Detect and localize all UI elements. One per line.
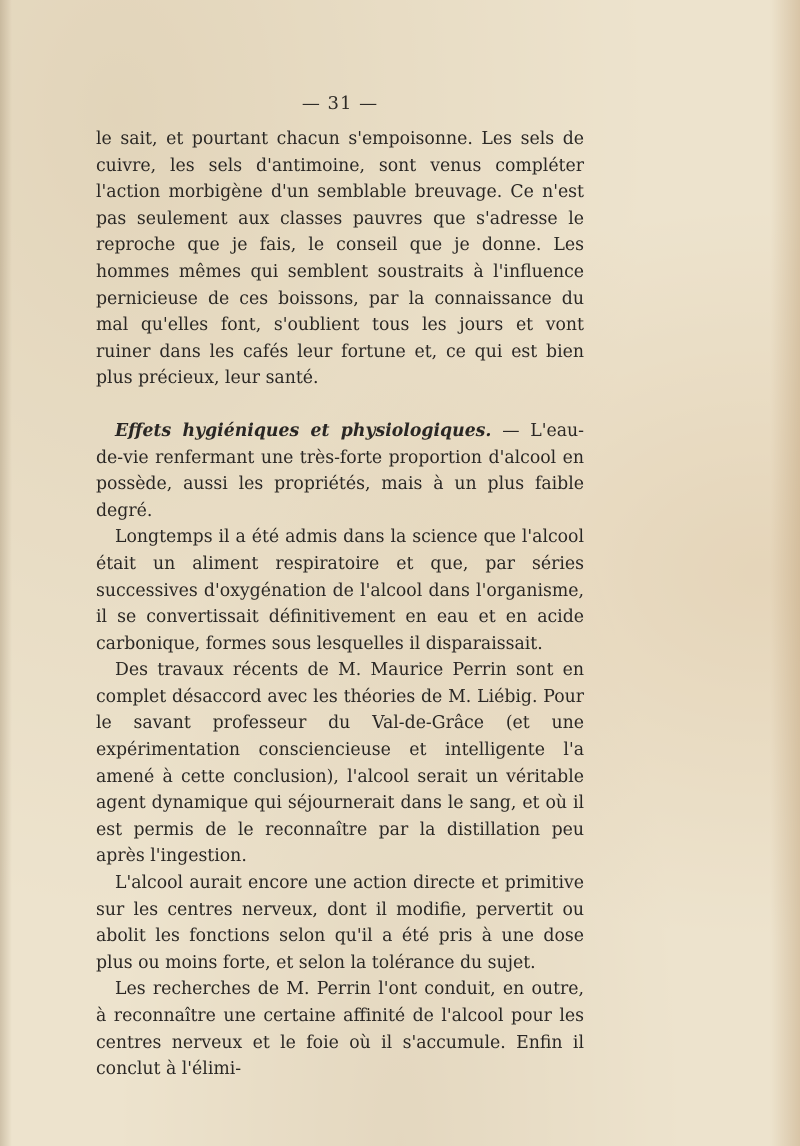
body-text <box>96 126 584 1083</box>
page-right-edge-stain <box>770 0 800 1146</box>
paragraph-perrin-liebig: Des travaux récents de M. Maurice Perrin sont en complet désaccord avec les théories de M. Liébig. Pour le savant professeur du Val-de-Grâce (et une expérimentation consciencieuse et intelligente l'a amené à cette conclusion), l'alcool serait un véritable agent dynamique qui séjournerait dans le sang, et où il est permis de le reconnaître par la distillation peu après l'ingestion. <box>96 660 584 867</box>
page-number: — 31 — <box>301 93 379 114</box>
paragraph-section-effects <box>96 418 584 524</box>
paragraph-perrin-research: Les recherches de M. Perrin l'ont conduit, en outre, à reconnaître une certaine affinité de l'alcool pour les centres nerveux et le foie où il s'accumule. Enfin il conclut à l'élimi- <box>96 979 584 1080</box>
paragraph-nervous-centers: L'alcool aurait encore une action directe et primitive sur les centres nerveux, dont il modifie, pervertit ou abolit les fonctions selon qu'il a été pris à une dose plus ou moins forte, et selon la tolérance du sujet. <box>96 873 584 973</box>
section-heading: Effets hygiéniques et physiologiques. <box>115 420 492 441</box>
paragraph-respiratory-aliment: Longtemps il a été admis dans la science que l'alcool était un aliment respiratoire et que, par séries successives d'oxygénation de l'alcool dans l'organisme, il se convertissait définitivement en eau et en acide carbonique, formes sous lesquelles il disparaissait. <box>96 527 584 654</box>
page-left-edge-shadow <box>0 0 12 1146</box>
section-heading-text: — L'eau-de-vie renfermant une très-forte proportion d'alcool en possède, aussi les propriétés, mais à un plus faible degré. <box>96 420 584 521</box>
paragraph-continuation: le sait, et pourtant chacun s'empoisonne. Les sels de cuivre, les sels d'antimoine, sont venus compléter l'action morbigène d'un semblable breuvage. Ce n'est pas seulement aux classes pauvres que s'adresse le reproche que je fais, le conseil que je donne. Les hommes mêmes qui semblent soustraits à l'influence pernicieuse de ces boissons, par la connaissance du mal qu'elles font, s'oublient tous les jours et vont ruiner dans les cafés leur fortune et, ce qui est bien plus précieux, leur santé. <box>96 129 584 389</box>
